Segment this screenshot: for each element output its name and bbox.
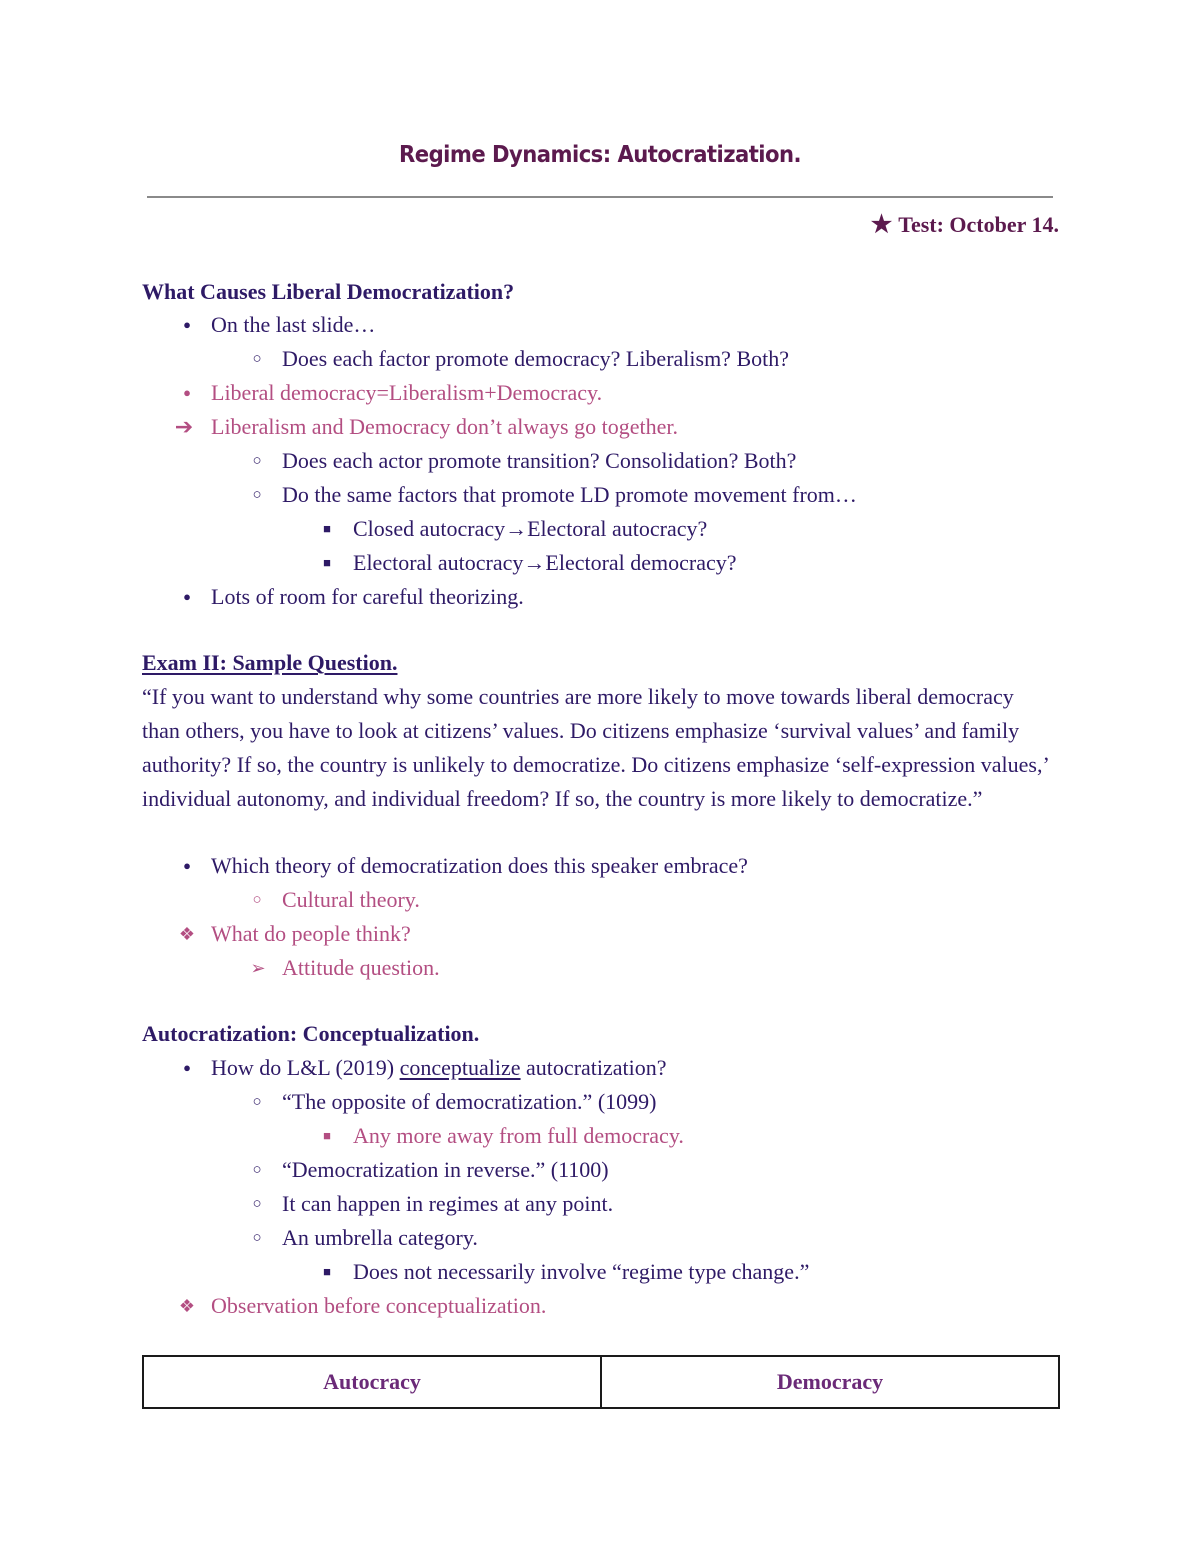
- table-header-autocracy: Autocracy: [323, 1369, 421, 1394]
- document-page: Regime Dynamics: Autocratization. ★ Test: October 14. What Causes Liberal Democratization? ● On the last slide… ○ Does each factor promote democracy? Liberalism? Both? ● Liberal democracy=Liberalism+Democracy. ➔ Liberalism and Democracy don’t always go together. ○ Does each actor promote transition? Consolidation? Both? ○ Do the same factors that promote LD promote movement from… ■ Closed autocracy→Electoral autocracy? ■ Electoral autocracy→Electoral democracy? ● Lots of room for careful theorizing. Exam II: Sample Question. “If you want to understand why some countries are more likely to move towards liberal democracy than others, you have to look at citizens’ values. Do citizens emphasize ‘survival values’ and family authority? If so, the country is unlikely to democratize. Do citizens emphasize ‘self-expression values,’ individual autonomy, and individual freedom? If so, the country is more likely to democratize.” ● Which theory of democratization does this speaker embrace? ○ Cultural theory. ❖ What do people think? ➢ Attitude question. Autocratization: Conceptualization. ● How do L&L (2019) conceptualize autocratization? ○ “The opposite of democratization.” (1099) ■ Any more away from full democracy. ○ “Democratization in reverse.” (1100) ○ It can happen in regimes at any point. ○ An umbrella category. ■ Does not necessarily involve “regime type change.” ❖ Observation before conceptualization. Autocracy Democracy: [0, 0, 1200, 1553]
- test-date: Test: October 14.: [898, 212, 1059, 237]
- circle-bullet-icon: ○: [252, 487, 262, 503]
- underlined-term: conceptualize: [399, 1055, 521, 1080]
- title-divider: [147, 196, 1053, 198]
- table-header-democracy: Democracy: [600, 1357, 1058, 1407]
- arrowhead-bullet-icon: ➢: [250, 958, 266, 978]
- circle-bullet-icon: ○: [252, 1162, 262, 1178]
- circle-bullet-icon: ○: [252, 453, 262, 469]
- dot-bullet-icon: ●: [183, 858, 191, 873]
- dot-bullet-icon: ●: [183, 1060, 191, 1075]
- arrow-bullet-icon: ➔: [174, 414, 194, 439]
- sample-question-quote: “If you want to understand why some countries are more likely to move towards liberal democracy than others, you have to look at citizens’ values. Do citizens emphasize ‘survival values’ and family authority? If so, the country is unlikely to democratize. Do citizens emphasize ‘self-expression values,’ individual autonomy, and individual freedom? If so, the country is more likely to democratize.”: [142, 684, 1049, 811]
- dot-bullet-icon: ●: [183, 589, 191, 604]
- square-bullet-icon: ■: [323, 1264, 331, 1279]
- dot-bullet-icon: ●: [183, 317, 191, 332]
- square-bullet-icon: ■: [323, 521, 331, 536]
- square-bullet-icon: ■: [323, 1128, 331, 1143]
- section-heading-causes: What Causes Liberal Democratization?: [142, 279, 515, 304]
- circle-bullet-icon: ○: [252, 351, 262, 367]
- circle-bullet-icon: ○: [252, 1230, 262, 1246]
- test-note: [871, 210, 1059, 239]
- diamond-bullet-icon: ❖: [178, 1296, 196, 1316]
- star-icon: ★: [870, 212, 893, 238]
- section-heading-conceptualization: Autocratization: Conceptualization.: [142, 1021, 480, 1046]
- page-title: Regime Dynamics: Autocratization.: [399, 142, 801, 168]
- circle-bullet-icon: ○: [252, 1196, 262, 1212]
- circle-bullet-icon: ○: [252, 1094, 262, 1110]
- circle-bullet-icon: ○: [252, 892, 262, 908]
- square-bullet-icon: ■: [323, 555, 331, 570]
- section-heading-exam: Exam II: Sample Question.: [142, 650, 398, 675]
- diamond-bullet-icon: ❖: [178, 924, 196, 944]
- regime-table: [142, 1355, 1060, 1409]
- dot-bullet-icon: ●: [183, 385, 191, 400]
